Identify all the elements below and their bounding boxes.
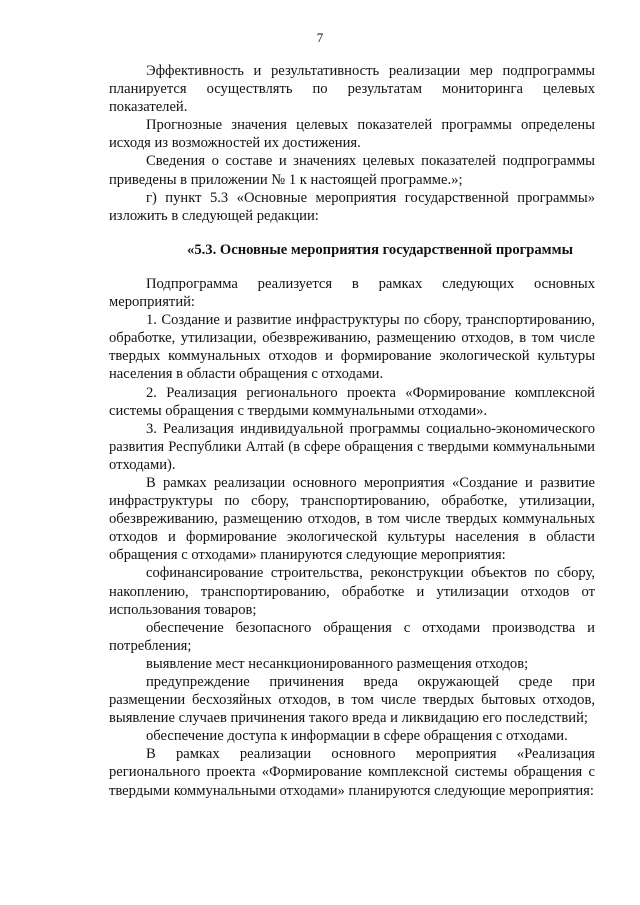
list-item-1: 1. Создание и развитие инфраструктуры по сбору, транспортированию, обработке, утилизации, обезвреживанию, размещению отходов, в том числе твердых коммунальных отходов и формирование экологической культуры населения в области обращения с отходами.: [109, 312, 595, 383]
paragraph-effectiveness: Эффективность и результативность реализации мер подпрограммы планируется осуществлять по результатам мониторинга целевых показателей.: [109, 63, 595, 116]
paragraph-forecast-values: Прогнозные значения целевых показателей программы определены исходя из возможностей их достижения.: [109, 117, 595, 152]
measure-illegal-dumps: выявление мест несанкционированного размещения отходов;: [146, 655, 529, 672]
document-body: [109, 62, 595, 800]
paragraph-subprogram-intro: Подпрограмма реализуется в рамках следующих основных мероприятий:: [109, 275, 595, 311]
paragraph-indicators-appendix: Сведения о составе и значениях целевых показателей подпрограммы приведены в приложении № 1 к настоящей программе.»;: [109, 153, 595, 188]
measure-safe-handling: обеспечение безопасного обращения с отходами производства и потребления;: [109, 619, 595, 654]
measure-information-access: обеспечение доступа к информации в сфере обращения с отходами.: [146, 728, 568, 745]
section-heading: «5.3. Основные мероприятия государственной программы: [187, 241, 573, 258]
paragraph-infrastructure-measures: В рамках реализации основного мероприятия «Создание и развитие инфраструктуры по сбору, транспортированию, обработке, утилизации, обезвреживанию, размещению отходов, в том числе твердых коммунальных отходов и формирование экологической культуры населения в области обращения с отходами» планируются следующие мероприятия:: [109, 474, 595, 564]
page-number: 7: [316, 30, 324, 45]
paragraph-amendment-clause: г) пункт 5.3 «Основные мероприятия государственной программы» изложить в следующей редакции:: [109, 189, 595, 224]
list-item-3: 3. Реализация индивидуальной программы социально-экономического развития Республики Алтай (в сфере обращения с твердыми коммунальными отходами).: [109, 420, 595, 473]
list-item-2: 2. Реализация регионального проекта «Формирование комплексной системы обращения с твердыми коммунальными отходами».: [109, 384, 595, 419]
measure-harm-prevention: предупреждение причинения вреда окружающей среде при размещении бесхозяйных отходов, в том числе твердых бытовых отходов, выявление случаев причинения такого вреда и ликвидацию его последствий;: [109, 674, 595, 727]
paragraph-regional-project-measures: В рамках реализации основного мероприятия «Реализация регионального проекта «Формирование комплексной системы обращения с твердыми коммунальными отходами» планируются следующие мероприятия:: [109, 746, 595, 799]
measure-cofinancing: софинансирование строительства, реконструкции объектов по сбору, накоплению, транспортированию, обработке и утилизации отходов от использования товаров;: [109, 565, 595, 618]
